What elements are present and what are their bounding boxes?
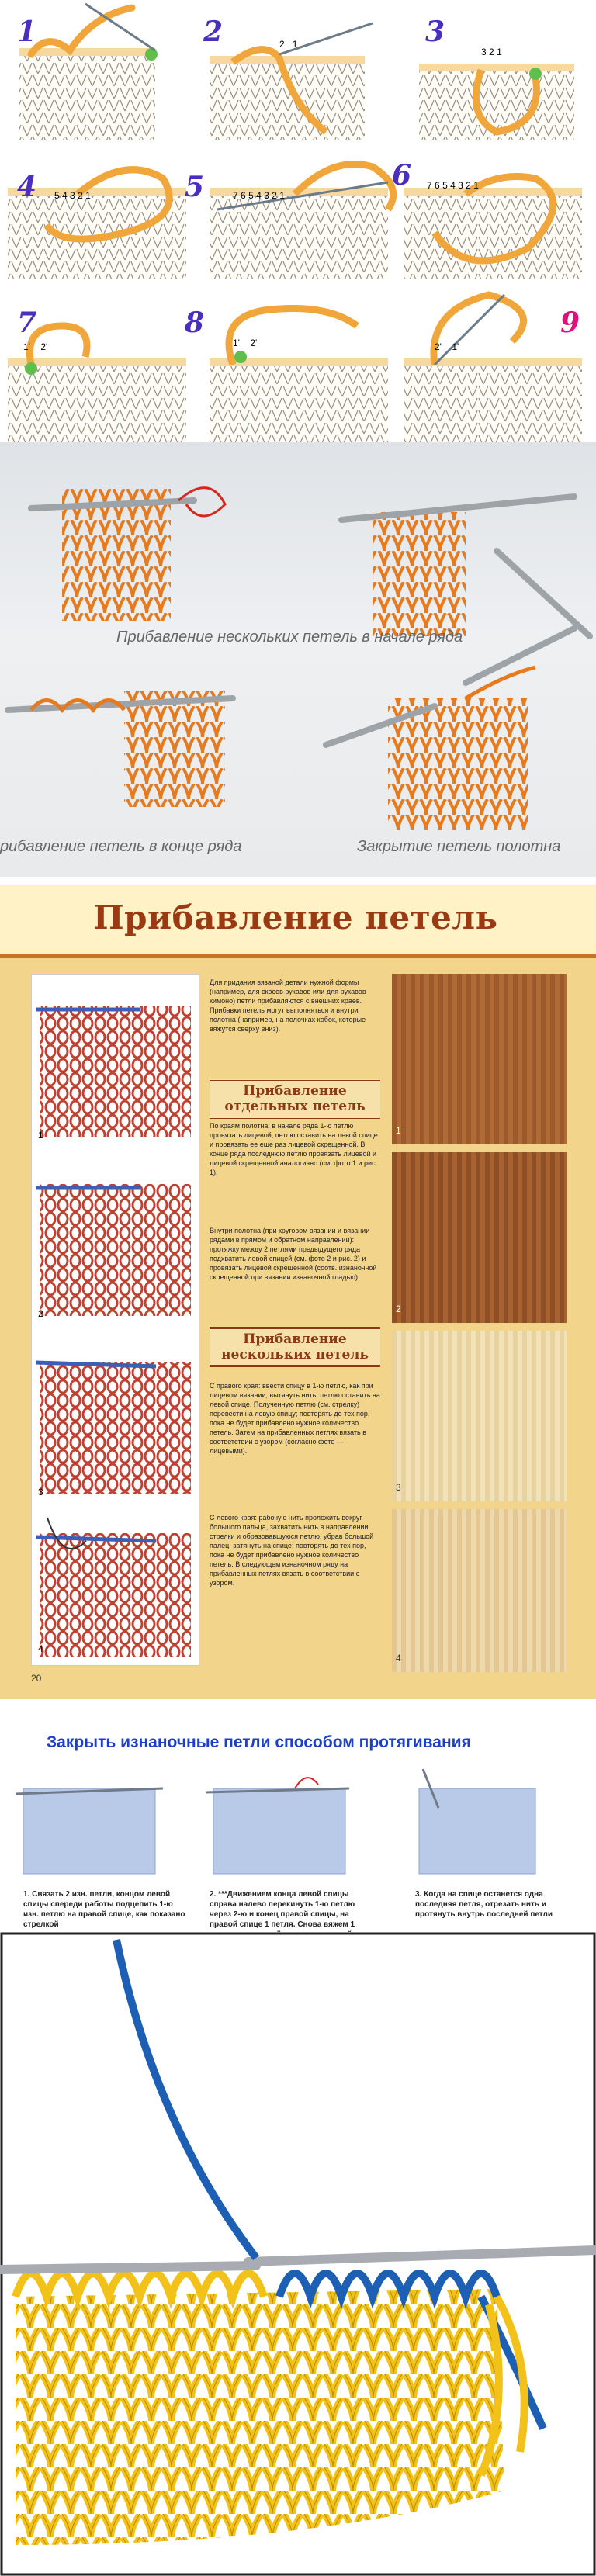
step-3-figure [419,64,574,140]
step-number-1: 1 [17,16,37,48]
needle-illustrations [0,442,596,877]
photo-3 [392,1331,567,1501]
purl-step-3: 3. Когда на спице останется одна последняя петля, отрезать нить и протянуть внутрь последней петли [415,1890,553,1919]
paragraph-right-edge: С правого края: ввести спицу в 1-ю петлю, как при лицевом вязании, вытянуть нить, петлю оставить на левой спице. Полученную петлю (см. стрелку) перевести на левую спицу; повторять до тех пор, пока не будет прибавлено нужное количество петель. Затем на прибавленных петлях вязать в соответствии с узором (согласно фото — лицевыми). [210,1382,380,1455]
step-7-labels: 1' 2' [23,341,48,352]
step-4-labels: 5 4 3 2 1 [54,190,91,201]
purl-bind-off-title: Закрыть изнаночные петли способом протягивания [47,1733,471,1751]
step-5-labels: 7 6 5 4 3 2 1 [233,190,285,201]
photo-2 [392,1152,567,1323]
fig-number-1: 1 [38,1130,43,1141]
purl-step-1: 1. Связать 2 изн. петли, концом левой спицы спереди работы подцепить 1-ю изн. петлю на правой спице, как показано стрелкой [23,1890,185,1929]
step-1-figure [19,4,158,140]
step-number-7: 7 [17,306,37,339]
step-6-figure [404,177,582,280]
paragraph-left-edge: С левого края: рабочую нить проложить вокруг большого пальца, захватить нить в направлении стрелки и образовавшуюся петлю, убрав большой палец, затянуть на спице; повторять до тех пор, пока не будет прибавлено нужное количество петель. В следующем изнаночном ряду на прибавленных петлях вязать в соответствии с узором. [210,1514,374,1587]
fig-number-4: 4 [38,1643,43,1654]
photo-1 [392,974,567,1144]
step-number-4: 4 [17,171,37,203]
paragraph-inside: Внутри полотна (при круговом вязании и вязании рядами в прямом и обратном направлении): протяжку между 2 петлями предыдущего ряда подхватить левой спицей (см. фото 2 и рис. 2) и провязать лицевой скрещенной (соотв. изнаночной скрещенной при вязании изнаночной гладью). [210,1227,377,1281]
photo-number-2: 2 [396,1304,401,1314]
step-number-2: 2 [203,16,224,48]
photo-number-3: 3 [396,1482,401,1493]
purl-step-2: 2. ***Движением конца левой спицы справа налево перекинуть 1-ю петлю через 2-ю и конец правой спицы, на правой спице 1 петля. Снова вяжем 1 [210,1890,355,1929]
photo-number-4: 4 [396,1653,401,1664]
step-number-5: 5 [185,171,205,203]
header-rule [0,954,596,958]
step-8-labels: 1' 2' [233,338,258,348]
page-number: 20 [31,1673,42,1684]
increase-and-bind-off-panel [0,442,596,877]
diagram-column [31,974,199,1666]
magazine-page [0,885,596,1699]
fig-number-2: 2 [38,1308,43,1319]
photo-4 [392,1509,567,1672]
photo-number-1: 1 [396,1125,401,1136]
paragraph-edges: По краям полотна: в начале ряда 1-ю петлю провязать лицевой, петлю оставить на левой спице и провязать ее еще раз лицевой скрещенной. В конце ряда последнюю петлю провязать лицевой и лицевой скрещенной аналогично (см. фото 1 и рис. 1). [210,1122,378,1176]
step-number-8: 8 [185,306,205,339]
step-number-3: 3 [425,16,445,48]
step-2-labels: 2 1 [279,39,298,50]
increase-diagrams [32,975,199,1665]
bind-off-drawing [0,1932,596,2576]
caption-increase-end: рибавление петель в конце ряда [0,838,242,855]
fig-number-3: 3 [38,1487,43,1497]
caption-increase-start: Прибавление нескольких петель в начале ряда [116,628,463,646]
page-title: Прибавление петель [93,898,498,937]
heading-multiple-increase: Прибавление нескольких петель [210,1327,380,1367]
heading-single-increase: Прибавление отдельных петель [210,1079,380,1119]
purl-bind-off-panel [0,1723,596,1929]
large-bind-off-illustration [0,1932,596,2576]
step-5-figure [210,164,393,279]
cast-off-steps-panel [0,0,596,442]
cast-off-steps-illustration [0,0,596,442]
step-number-9: 9 [560,306,580,339]
step-3-labels: 3 2 1 [481,47,502,57]
intro-text: Для придания вязаной детали нужной формы (например, для скосов рукавов или для рукавов кимоно) петли прибавляются с внешних краев. Прибавки петель могут выполняться и внутри полотна (например, на полочках кобок, которые вяжутся сверху вниз). [210,978,366,1033]
step-9-figure [404,295,582,442]
step-8-figure [210,309,388,443]
step-9-labels: 2' 1' [435,341,459,352]
caption-bind-off: Закрытие петель полотна [357,838,561,855]
step-number-6: 6 [392,159,412,192]
step-6-labels: 7 6 5 4 3 2 1 [427,180,479,191]
